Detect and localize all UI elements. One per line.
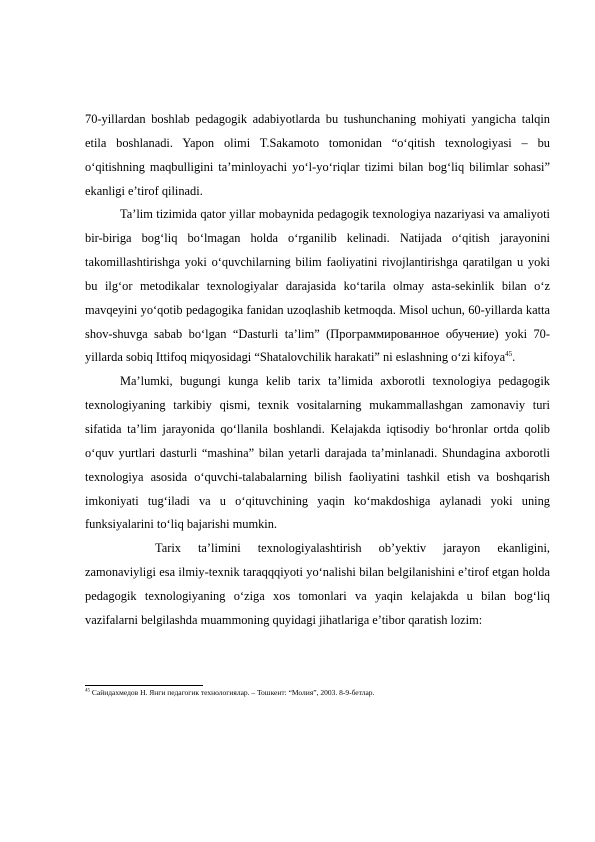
- paragraph-4: Tarix ta’limini texnologiyalashtirish ob’yektiv jarayon ekanligini, zamonaviyligi esa ilmiy-texnik taraqqqiyoti yo‘nalishi bilan belgilanishini e’tirof etgan holda pedagogik texnologiyaning o‘ziga xos tomonlari va yaqin kelajakda u bilan bog‘liq vazifalarni belgilashda muammoning quyidagi jihatlariga e’tibor qaratish lozim:: [85, 541, 550, 627]
- footnote: [85, 688, 550, 698]
- footnote-text: Сайидахмедов Н. Янги педагогик технологиялар. – Тошкент: “Молия”, 2003. 8-9-бетлар.: [90, 688, 375, 697]
- body-text: [85, 108, 550, 633]
- footnote-number: 45: [85, 688, 90, 694]
- paragraph-2-tail: .: [512, 350, 516, 365]
- footnote-separator: [85, 685, 203, 686]
- paragraph-3: Ma’lumki, bugungi kunga kelib tarix ta’limida axborotli texnologiya pedagogik texnologiyaning tarkibiy qismi, texnik vositalarning mukammallashgan zamonaviy turi sifatida ta’lim jarayonida qo‘llanila boshlandi. Kelajakda iqtisodiy bo‘hronlar ortda qolib o‘quv yurtlari dasturli “mashina” bilan yetarli darajada ta’minlanadi. Shundagina axborotli texnologiya asosida o‘quvchi-talabalarning bilish faoliyatini tashkil etish va boshqarish imkoniyati tug‘iladi va u o‘qituvchining yaqin ko‘makdoshiga aylanadi yoki uning funksiyalarini to‘liq bajarishi mumkin.: [85, 374, 550, 532]
- footnote-reference: 45: [505, 350, 513, 359]
- paragraph-2-text: Ta’lim tizimida qator yillar mobaynida pedagogik texnologiya nazariyasi va amaliyoti bir-biriga bog‘liq bo‘lmagan holda o‘rganilib kelinadi. Natijada o‘qitish jarayonini takomillashtirishga yoki o‘quvchilarning bilim faoliyatini rivojlantirishga qaratilgan u yoki bu ilg‘or metodikalar texnologiyalar darajasida ko‘tarila olmay asta-sekinlik bilan o‘z mavqeyini yo‘qotib pedagogika fanidan uzoqlashib ketmoqda. Misol uchun, 60-yillarda katta shov-shuvga sabab bo‘lgan “Dasturli ta’lim” (Программированное обучение) yoki 70-yillarda sobiq Ittifoq miqyosidagi “Shatalovchilik harakati” ni eslashning o‘zi kifoya: [85, 207, 550, 365]
- paragraph-1: 70-yillardan boshlab pedagogik adabiyotlarda bu tushunchaning mohiyati yangicha talqin etila boshlanadi. Yapon olimi T.Sakamoto tomonidan “o‘qitish texnologiyasi – bu o‘qitishning maqbulligini ta’minloyachi yo‘l-yo‘riqlar tizimi bilan bog‘liq bilimlar sohasi” ekanligi e’tirof qilinadi.: [85, 112, 550, 198]
- paragraph-2: [85, 203, 550, 370]
